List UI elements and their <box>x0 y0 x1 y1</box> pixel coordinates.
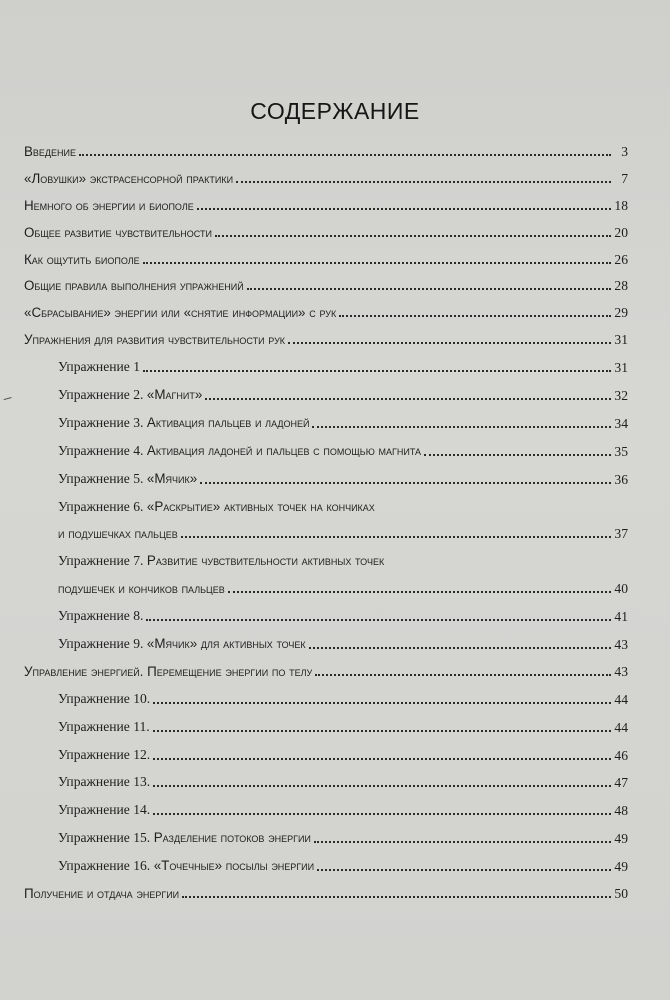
dot-leader <box>197 208 611 210</box>
toc-entry-label <box>58 498 628 516</box>
exercise-number: Упражнение 4. <box>58 442 144 458</box>
toc-entry-label <box>58 607 143 625</box>
toc-entry-label <box>24 663 312 680</box>
page-number: 37 <box>614 526 628 542</box>
toc-entry-text: Упражнения для развития чувствительности рук <box>24 332 286 348</box>
exercise-title: Развитие чувствительности активных точек <box>146 553 385 569</box>
toc-subentry <box>24 358 628 376</box>
dot-leader <box>236 181 611 183</box>
toc-entry-label <box>24 304 336 321</box>
toc-subentry <box>24 386 628 404</box>
exercise-title: «Магнит» <box>146 387 203 403</box>
page-number: 46 <box>614 747 628 763</box>
toc-entry-label <box>58 773 150 791</box>
exercise-title: Активация ладоней и пальцев с помощью магнита <box>146 442 422 458</box>
page-number: 44 <box>614 691 628 707</box>
dot-leader <box>247 288 611 290</box>
dot-leader <box>79 154 611 156</box>
toc-entry <box>24 143 628 160</box>
exercise-title: «Мячик» <box>146 470 198 486</box>
toc-entry-text: Получение и отдача энергии <box>24 886 180 902</box>
exercise-number: Упражнение 11. <box>58 718 150 734</box>
toc-entry-label <box>24 885 179 902</box>
dot-leader <box>317 869 611 871</box>
page-number: 43 <box>614 663 628 679</box>
dot-leader <box>312 426 611 428</box>
exercise-number: Упражнение 16. <box>58 858 151 874</box>
toc-entry-label <box>58 442 421 460</box>
dot-leader <box>153 785 611 787</box>
toc-entry-label <box>58 690 150 708</box>
dot-leader <box>153 702 611 704</box>
exercise-number: Упражнение 8. <box>58 608 144 624</box>
dot-leader <box>228 591 611 593</box>
toc-entry-label <box>58 746 150 764</box>
dot-leader <box>288 342 611 344</box>
dot-leader <box>424 454 611 456</box>
page-number: 48 <box>614 803 628 819</box>
exercise-title: «Точечные» посылы энергии <box>153 858 315 874</box>
toc-entry-label <box>24 277 244 294</box>
dot-leader <box>200 482 611 484</box>
dot-leader <box>315 674 611 676</box>
toc-subentry <box>24 498 628 516</box>
exercise-number: Упражнение 9. <box>58 636 144 652</box>
exercise-title: Разделение потоков энергии <box>153 830 311 846</box>
dot-leader <box>143 370 611 372</box>
exercise-number: Упражнение 7. <box>58 553 144 569</box>
toc-subentry <box>24 635 628 653</box>
exercise-number: Упражнение 6. <box>58 498 144 514</box>
exercise-title: «Раскрытие» активных точек на кончиках <box>146 498 375 514</box>
toc-subentry <box>24 690 628 708</box>
toc-subentry <box>24 414 628 432</box>
exercise-number: Упражнение 1 <box>58 359 141 375</box>
exercise-number: Упражнение 3. <box>58 414 144 430</box>
page-number: 41 <box>614 609 628 625</box>
exercise-title: Активация пальцев и ладоней <box>146 414 310 430</box>
page-title: СОДЕРЖАНИЕ <box>250 98 420 124</box>
toc-entry-text: Общие правила выполнения упражнений <box>24 278 244 294</box>
page-number: 36 <box>614 471 628 487</box>
toc-entry-continuation <box>24 525 628 542</box>
exercise-number: Упражнение 10. <box>58 690 151 706</box>
toc-entry-label <box>58 525 178 542</box>
exercise-number: Упражнение 14. <box>58 802 151 818</box>
page-number: 20 <box>614 224 628 240</box>
exercise-number: Упражнение 15. <box>58 830 151 846</box>
toc-subentry <box>24 746 628 764</box>
toc-entry-label <box>58 414 309 432</box>
dot-leader <box>146 619 611 621</box>
toc-entry-label <box>58 470 197 488</box>
toc-entry-label <box>58 386 202 404</box>
dot-leader <box>309 647 611 649</box>
toc-entry <box>24 304 628 321</box>
page-number: 43 <box>614 637 628 653</box>
toc-entry-label <box>24 251 140 268</box>
toc-subentry <box>24 552 628 570</box>
dot-leader <box>215 235 611 237</box>
page-number: 31 <box>614 360 628 376</box>
toc-entry-text: «Ловушки» экстрасенсорной практики <box>24 170 234 186</box>
page-number: 29 <box>614 305 628 321</box>
toc-entry-text: и подушечках пальцев <box>58 526 178 542</box>
toc-entry <box>24 224 628 241</box>
toc-entry-text: Управление энергией. Перемещение энергии по телу <box>24 663 313 679</box>
toc-subentry <box>24 773 628 791</box>
toc-entry-label <box>24 224 212 241</box>
toc-subentry <box>24 442 628 460</box>
toc-subentry <box>24 470 628 488</box>
page-number: 28 <box>614 278 628 294</box>
exercise-number: Упражнение 2. <box>58 387 144 403</box>
toc-entry <box>24 885 628 902</box>
toc-entry-text: Общее развитие чувствительности <box>24 224 212 240</box>
margin-mark <box>4 397 13 403</box>
toc-entry-label <box>58 829 311 847</box>
page-number: 49 <box>614 859 628 875</box>
page-number: 18 <box>614 197 628 213</box>
toc-entry-text: Введение <box>24 144 77 159</box>
toc-entry-label <box>58 801 150 819</box>
dot-leader <box>339 315 611 317</box>
toc-entry-label <box>58 718 150 736</box>
toc-entry <box>24 251 628 268</box>
dot-leader <box>153 813 611 815</box>
dot-leader <box>182 896 611 898</box>
dot-leader <box>181 536 611 538</box>
page-number: 35 <box>614 443 628 459</box>
toc-entry-label <box>24 143 76 160</box>
dot-leader <box>314 841 611 843</box>
toc-entry-label <box>58 857 314 875</box>
dot-leader <box>153 730 611 732</box>
toc-entry-text: Как ощутить биополе <box>24 251 140 267</box>
page-number: 34 <box>614 415 628 431</box>
toc-entry-text: «Сбрасывание» энергии или «снятие информации» с рук <box>24 305 337 321</box>
toc-subentry <box>24 607 628 625</box>
dot-leader <box>143 262 611 264</box>
toc-entry <box>24 331 628 348</box>
toc-subentry <box>24 718 628 736</box>
dot-leader <box>153 758 611 760</box>
toc-entry-label <box>24 170 233 187</box>
toc-subentry <box>24 857 628 875</box>
page-number: 31 <box>614 332 628 348</box>
toc-entry-text: подушечек и кончиков пальцев <box>58 581 225 597</box>
toc-entry-label <box>58 580 225 597</box>
toc-entry-label <box>24 331 285 348</box>
page-number: 3 <box>621 144 628 159</box>
toc-entry <box>24 663 628 680</box>
toc-subentry <box>24 801 628 819</box>
page-number: 40 <box>614 581 628 597</box>
page-number: 32 <box>614 388 628 404</box>
page-number: 44 <box>614 719 628 735</box>
page-number: 47 <box>614 775 628 791</box>
exercise-title: «Мячик» для активных точек <box>146 636 306 652</box>
exercise-number: Упражнение 5. <box>58 470 144 486</box>
page-number: 49 <box>614 831 628 847</box>
toc-entry-label <box>58 635 306 653</box>
table-of-contents <box>24 143 628 912</box>
page-number: 50 <box>614 886 628 902</box>
toc-entry-text: Немного об энергии и биополе <box>24 197 194 213</box>
exercise-number: Упражнение 13. <box>58 774 151 790</box>
toc-subentry <box>24 829 628 847</box>
toc-entry <box>24 170 628 187</box>
toc-entry-label <box>58 552 628 570</box>
toc-entry-continuation <box>24 580 628 597</box>
dot-leader <box>205 398 611 400</box>
toc-entry <box>24 277 628 294</box>
page-number: 7 <box>621 170 628 186</box>
toc-entry-label <box>58 358 140 376</box>
toc-entry-label <box>24 197 194 214</box>
page-number: 26 <box>614 251 628 267</box>
exercise-number: Упражнение 12. <box>58 746 151 762</box>
toc-entry <box>24 197 628 214</box>
